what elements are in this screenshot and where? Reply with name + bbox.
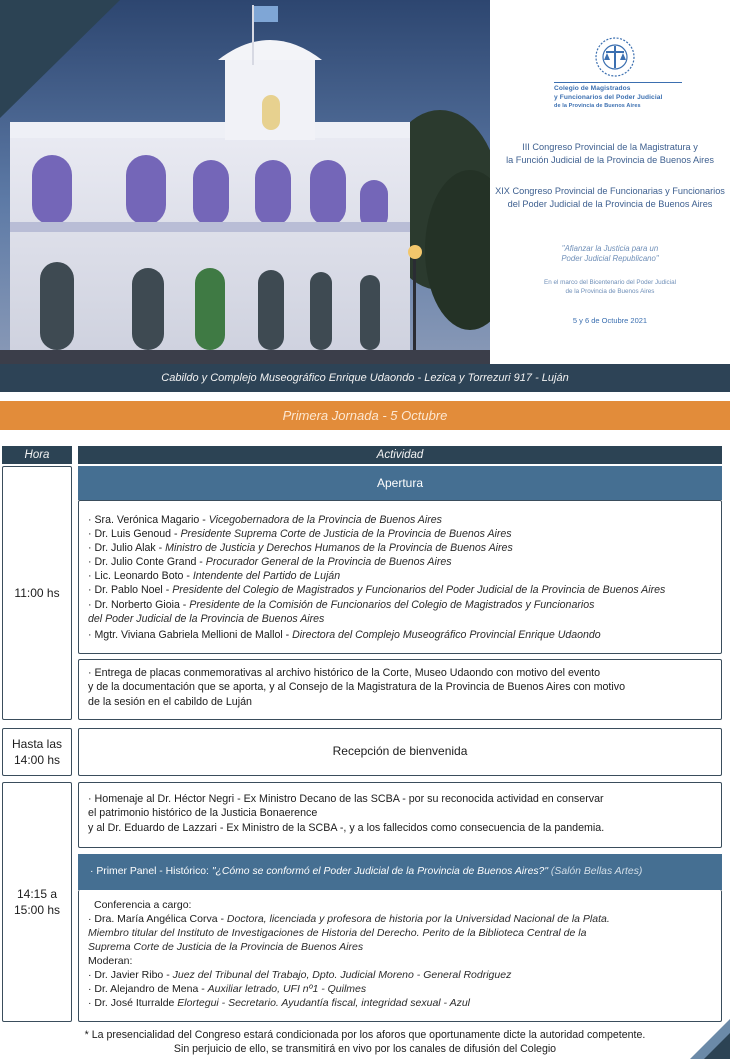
speaker-role: Ministro de Justicia y Derechos Humanos de la Provincia de Buenos Aires — [165, 542, 513, 555]
hour-cell-opening: 11:00 hs — [2, 466, 72, 720]
speaker-item: · Dr. Julio Conte Grand - Procurador General de la Provincia de Buenos Aires — [88, 556, 452, 569]
college-line-1: Colegio de Magistrados — [554, 85, 631, 92]
speaker-role: Presidente del Colegio de Magistrados y Funcionarios del Poder Judicial de la Provincia de Buenos Aires — [172, 584, 666, 597]
opening-title: Apertura — [78, 466, 722, 500]
bicentenary-line-1: En el marco del Bicentenario del Poder Judicial — [544, 279, 676, 286]
speaker-name: Lic. Leonardo Boto — [94, 570, 184, 583]
moderator-name: Dr. Alejandro de Mena — [94, 983, 199, 995]
speaker-role: Procurador General de la Provincia de Buenos Aires — [205, 556, 452, 569]
hour-cell-afternoon — [2, 782, 72, 1022]
day-banner: Primera Jornada - 5 Octubre — [0, 401, 730, 430]
moderator-item: · Dr. Alejandro de Mena - Auxiliar letrado, UFI nº1 - Quilmes — [88, 983, 367, 995]
speaker-description: Doctora, licenciada y profesora de historia por la Universidad Nacional de la Plata. — [226, 913, 610, 925]
homage-line-3: y al Dr. Eduardo de Lazzari - Ex Ministro de la SCBA -, y a los fallecidos como consecuencia de la pandemia. — [88, 821, 605, 834]
speaker-item: · Dr. Julio Alak - Ministro de Justicia y Derechos Humanos de la Provincia de Buenos Aires — [88, 542, 513, 555]
first-panel-details — [88, 898, 718, 1010]
plaques-line-2: y de la documentación que se aporta, y al Consejo de la Magistratura de la Provincia de Buenos Aires con motivo — [88, 681, 626, 694]
speaker-item: · Mgtr. Viviana Gabriela Mellioni de Mallol - Directora del Complejo Museográfico Provincial Enrique Udaondo — [88, 628, 601, 641]
speaker-role: Directora del Complejo Museográfico Provincial Enrique Udaondo — [292, 628, 601, 641]
moderators-label: Moderan: — [88, 955, 133, 967]
speaker-description: Suprema Corte de Justicia de la Provincia de Buenos Aires — [88, 941, 364, 953]
hour-line-2: 14:00 hs — [13, 753, 61, 767]
speaker-role: del Poder Judicial de la Provincia de Buenos Aires — [88, 612, 325, 625]
venue-banner: Cabildo y Complejo Museográfico Enrique Udaondo - Lezica y Torrezuri 917 - Luján — [0, 364, 730, 392]
event-info-panel — [490, 0, 730, 364]
column-header-activity: Actividad — [78, 446, 722, 464]
bicentenary-note — [490, 278, 730, 296]
congress-2 — [490, 185, 730, 210]
conference-speaker-desc — [88, 926, 718, 940]
conference-label: Conferencia a cargo: — [94, 899, 192, 911]
cabildo-photo — [0, 0, 490, 364]
speaker-item: · Dr. Norberto Gioia - Presidente de la Comisión de Funcionarios del Colegio de Magistrados y Funcionarios — [88, 598, 595, 611]
speaker-item: · Sra. Verónica Magario - Vicegobernadora de la Provincia de Buenos Aires — [88, 514, 442, 526]
homage-line-1: · Homenaje al Dr. Héctor Negri - Ex Ministro Decano de las SCBA - por su reconocida actividad en conservar — [88, 793, 604, 805]
college-seal-icon — [594, 36, 636, 78]
speaker-role: Intendente del Partido de Luján — [192, 570, 341, 583]
homage-text — [88, 792, 718, 835]
event-dates: 5 y 6 de Octubre 2021 — [572, 316, 648, 325]
footnote-line-1: * La presencialidad del Congreso estará condicionada por los aforos que oportunamente dicte la autoridad competente. — [84, 1029, 646, 1041]
plaques-text — [88, 666, 718, 709]
speaker-name: Sra. Verónica Magario — [94, 514, 200, 526]
moderator-name: Dr. José Iturralde — [94, 997, 175, 1009]
moderator-item: · Dr. Javier Ribo - Juez del Tribunal del Trabajo, Dpto. Judicial Moreno - General Rodriguez — [88, 969, 512, 981]
speaker-name: Dr. Julio Conte Grand — [94, 556, 197, 569]
speaker-role: Presidente de la Comisión de Funcionarios del Colegio de Magistrados y Funcionarios — [189, 598, 595, 611]
hour-line-2: 15:00 hs — [13, 903, 61, 917]
footnote-line-2: Sin perjuicio de ello, se transmitirá en vivo por los canales de difusión del Colegio — [173, 1043, 557, 1056]
hour-cell-welcome — [2, 728, 72, 776]
speaker-item: · Lic. Leonardo Boto - Intendente del Partido de Luján — [88, 570, 341, 583]
plaques-line-3: de la sesión en el cabildo de Luján — [88, 695, 252, 708]
panel-title: "¿Cómo se conformó el Poder Judicial de la Provincia de Buenos Aires?" — [211, 866, 549, 877]
speaker-name: Mgtr. Viviana Gabriela Mellioni de Mallol — [94, 628, 283, 641]
speaker-role: Vicegobernadora de la Provincia de Buenos Aires — [208, 514, 442, 526]
speaker-name: Dr. Norberto Gioia — [94, 598, 180, 611]
plaques-line-1: · Entrega de placas conmemorativas al archivo histórico de la Corte, Museo Udaondo con motivo del evento — [88, 667, 601, 679]
column-header-hour: Hora — [2, 446, 72, 464]
motto-line-2: Poder Judicial Republicano" — [561, 254, 659, 263]
opening-speaker-list — [88, 513, 718, 642]
conference-speaker-desc — [88, 940, 718, 954]
speaker-name: Dra. María Angélica Corva — [94, 913, 218, 925]
motto — [490, 244, 730, 264]
homage-line-2: el patrimonio histórico de la Justicia Bonaerence — [88, 807, 318, 820]
moderator-role: Elortegui - Secretario. Ayudantía fiscal, integridad sexual - Azul — [177, 997, 470, 1009]
speaker-item: · Dr. Luis Genoud - Presidente Suprema Corte de Justicia de la Provincia de Buenos Aires — [88, 528, 512, 541]
bicentenary-line-2: de la Provincia de Buenos Aires — [565, 288, 655, 295]
congress-1-line-2: la Función Judicial de la Provincia de Buenos Aires — [506, 154, 714, 165]
congress-2-line-2: del Poder Judicial de la Provincia de Buenos Aires — [507, 198, 713, 209]
speaker-role: Presidente Suprema Corte de Justicia de la Provincia de Buenos Aires — [180, 528, 512, 541]
hour-line-1: 14:15 a — [16, 887, 58, 901]
speaker-description: Miembro titular del Instituto de Investigaciones de Historia del Derecho. Perito de la Biblioteca Central de la — [88, 927, 587, 939]
motto-line-1: "Afianzar la Justicia para un — [561, 244, 659, 253]
moderator-name: Dr. Javier Ribo — [94, 969, 164, 981]
speaker-name: Dr. Julio Alak — [94, 542, 156, 555]
moderator-role: Auxiliar letrado, UFI nº1 - Quilmes — [207, 983, 367, 995]
moderator-role: Juez del Tribunal del Trabajo, Dpto. Judicial Moreno - General Rodriguez — [172, 969, 512, 981]
panel-prefix: · Primer Panel - Histórico: — [90, 866, 212, 877]
panel-room: (Salón Bellas Artes) — [550, 866, 643, 877]
footnote — [0, 1028, 730, 1057]
conference-speaker: · Dra. María Angélica Corva - Doctora, licenciada y profesora de historia por la Universidad Nacional de la Plata. — [88, 913, 610, 925]
congress-2-line-1: XIX Congreso Provincial de Funcionarias y Funcionarios — [495, 186, 725, 196]
speaker-name: Dr. Luis Genoud — [94, 528, 172, 541]
moderator-item: · Dr. José Iturralde Elortegui - Secretario. Ayudantía fiscal, integridad sexual - Azul — [88, 997, 470, 1009]
first-panel-header — [78, 854, 722, 890]
college-name — [554, 82, 704, 111]
congress-1 — [490, 141, 730, 166]
welcome-title: Recepción de bienvenida — [332, 744, 468, 758]
speaker-item-continued — [88, 612, 718, 626]
hour-line-1: Hasta las — [11, 737, 63, 751]
speaker-name: Dr. Pablo Noel — [94, 584, 163, 597]
speaker-item: · Dr. Pablo Noel - Presidente del Colegio de Magistrados y Funcionarios del Poder Judicial de la Provincia de Buenos Aires — [88, 584, 666, 597]
college-line-3: de la Provincia de Buenos Aires — [554, 103, 641, 110]
congress-1-line-1: III Congreso Provincial de la Magistratura y — [522, 142, 698, 152]
corner-decoration — [690, 1019, 730, 1059]
college-line-2: y Funcionarios del Poder Judicial — [554, 93, 663, 101]
